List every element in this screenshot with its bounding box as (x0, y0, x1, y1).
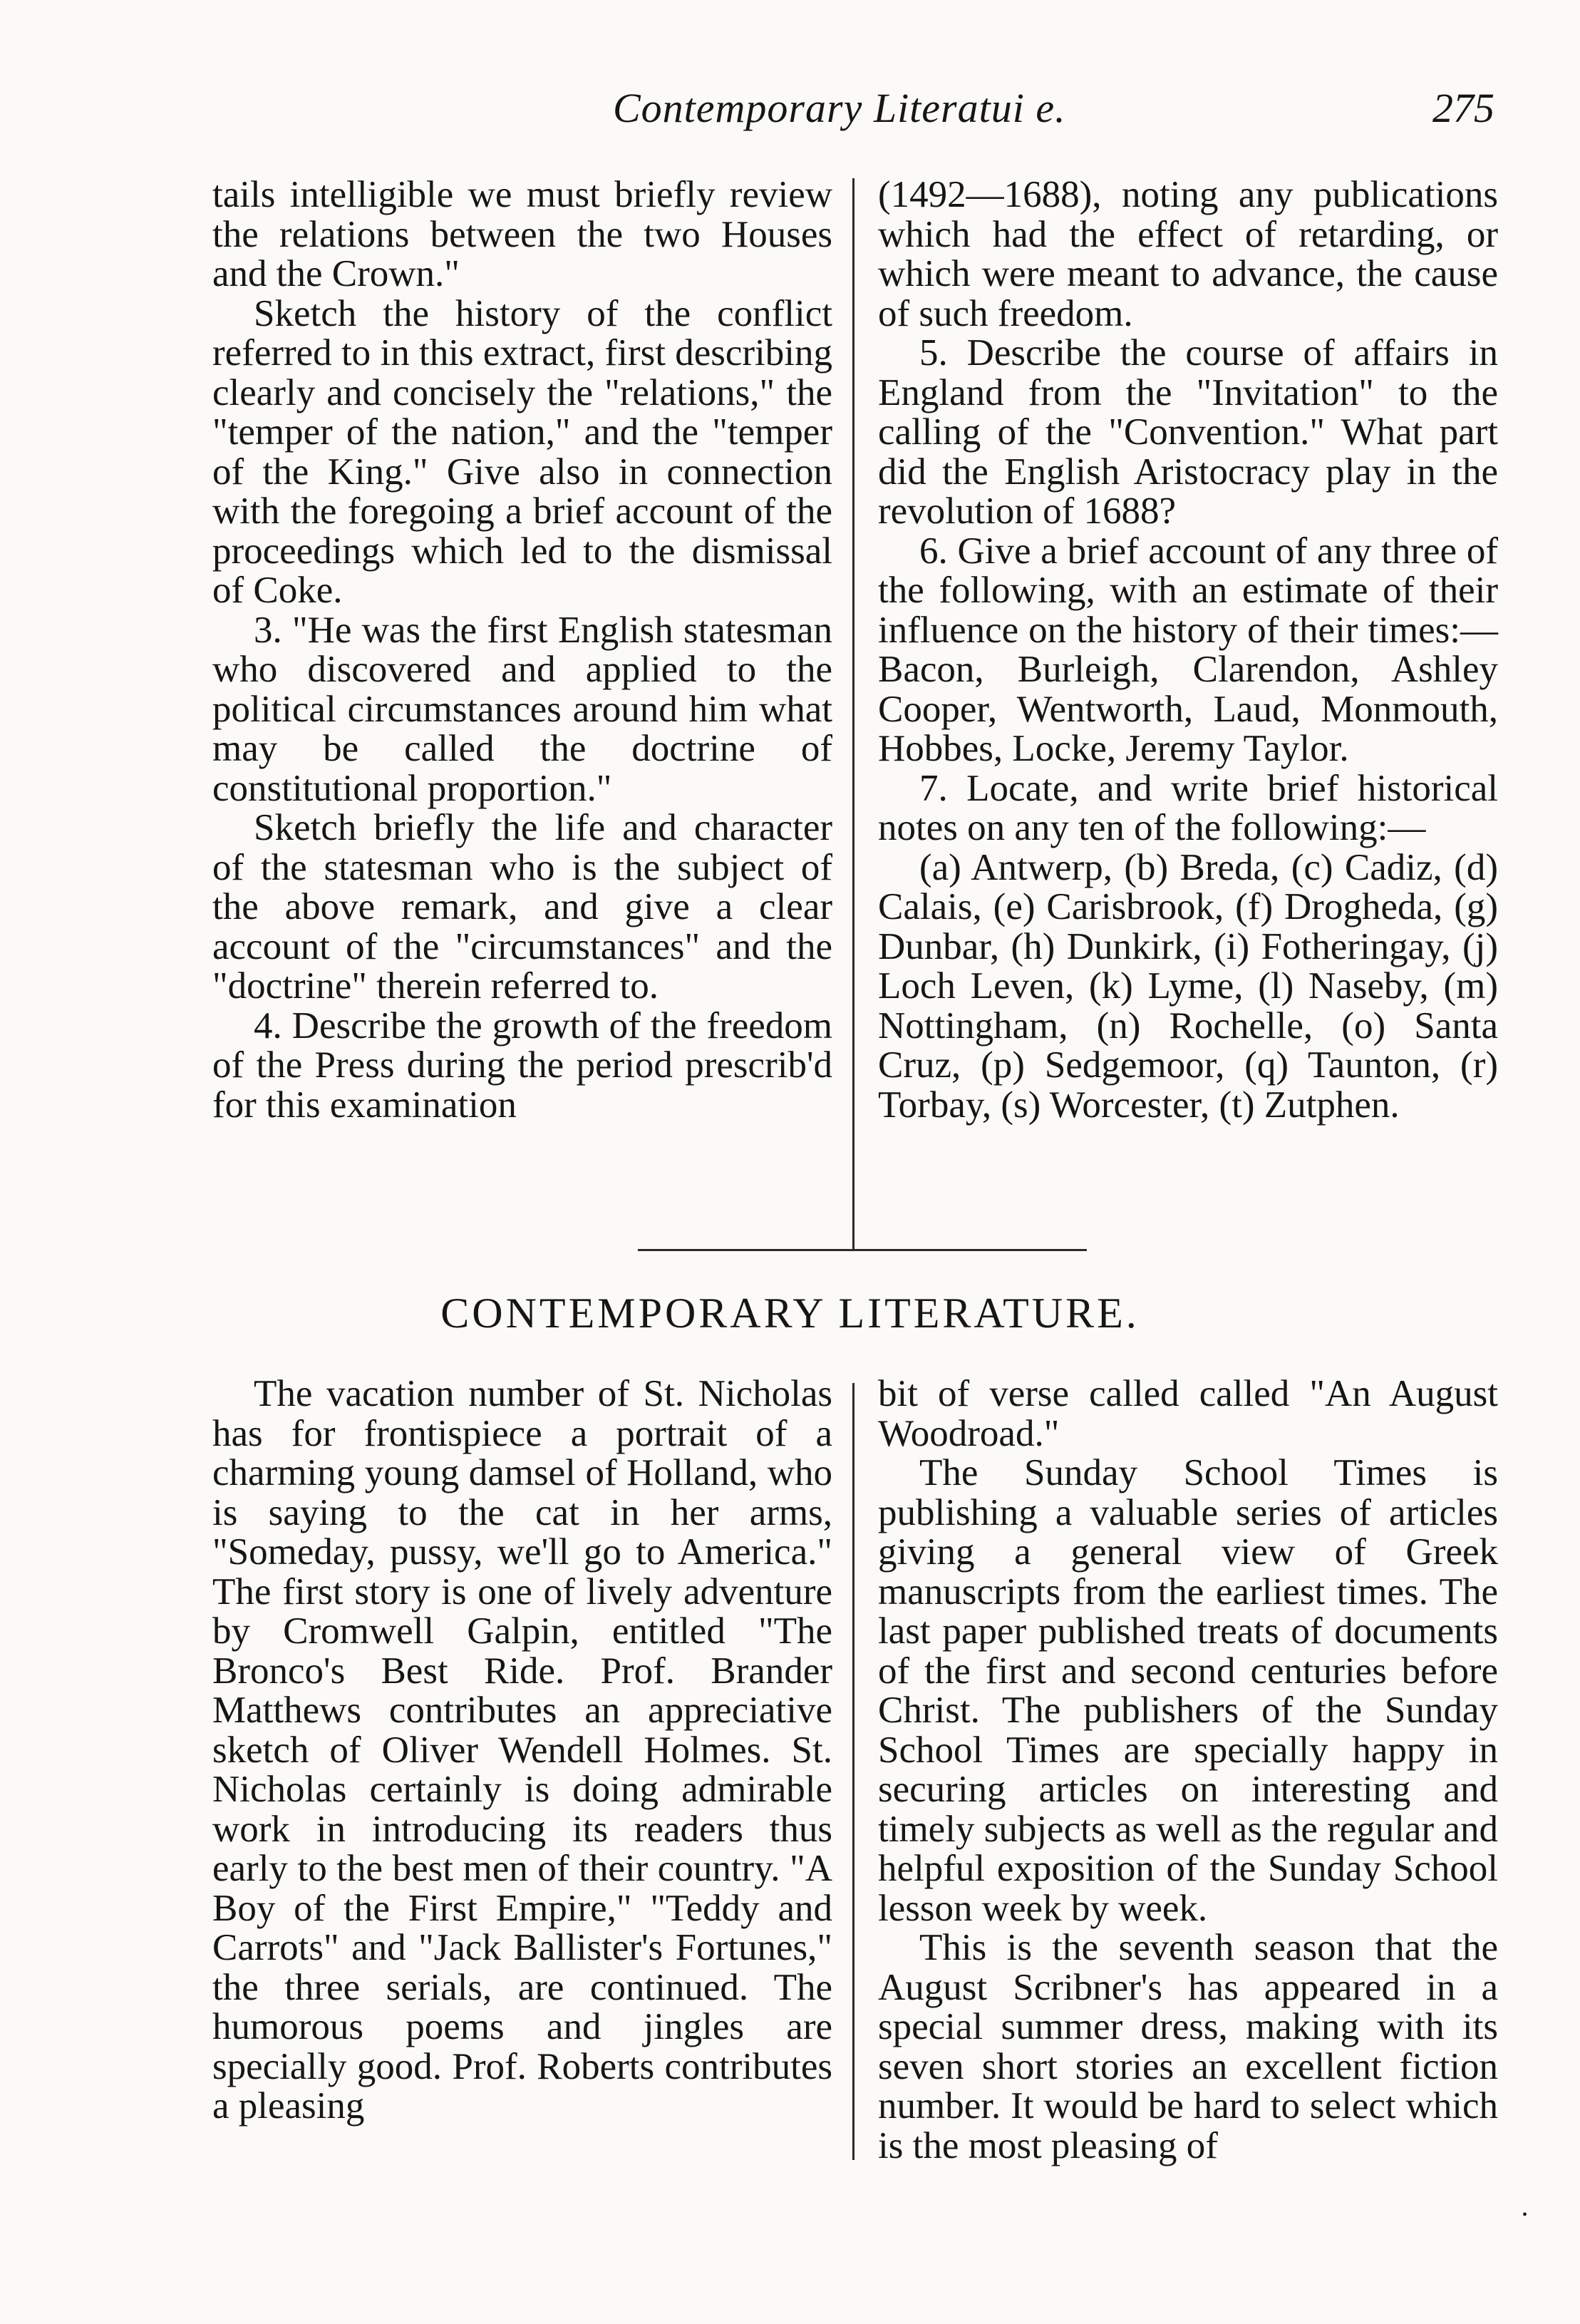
section-divider (638, 1249, 1087, 1251)
running-title: Contemporary Literatui e. (613, 85, 1066, 131)
section-heading: CONTEMPORARY LITERATURE. (440, 1290, 1140, 1337)
column-divider (852, 178, 854, 1251)
paragraph: Sketch the history of the conflict referred to in this extract, first describing clearly and concisely the "relations," the "temper of the nation," and the "temper of the King." Give also in connection with the foregoing a brief account of the proceedings which led to the dismissal of Coke. (212, 292, 832, 611)
question-3: 3. "He was the first English statesman who discovered and applied to the political circumstances around him what may be called the doctrine of constitutional proportion." (212, 609, 832, 809)
paragraph: bit of verse called called "An August Woodroad." (878, 1373, 1498, 1454)
paragraph: (1492—1688), noting any publications which had the effect of retarding, or which were meant to advance, the cause of such freedom. (878, 174, 1498, 334)
paragraph: This is the seventh season that the August Scribner's has appeared in a special summer dress, making with its seven short stories an excellent fiction number. It would be hard to select which is the most pleasing of (878, 1927, 1498, 2166)
bottom-right-column (878, 1374, 1498, 2166)
question-7: 7. Locate, and write brief historical notes on any ten of the following:— (878, 767, 1498, 848)
column-divider (852, 1383, 854, 2160)
page-number: 275 (1432, 85, 1494, 131)
page-header (0, 84, 1580, 148)
place-list: (a) Antwerp, (b) Breda, (c) Cadiz, (d) Calais, (e) Carisbrook, (f) Drogheda, (g) Dunbar, (h) Dunkirk, (i) Fotheringay, (j) Loch Leven, (k) Lyme, (l) Naseby, (m) Nottingham, (n) Rochelle, (o) Santa Cruz, (p) Sedgemoor, (q) Taunton, (r) Torbay, (s) Worcester, (t) Zutphen. (878, 846, 1498, 1126)
paragraph: The Sunday School Times is publishing a valuable series of articles giving a general view of Greek manuscripts from the earliest times. The last paper published treats of documents of the first and second centuries before Christ. The publishers of the Sunday School Times are specially happy in securing articles on interesting and timely subjects as well as the regular and helpful exposition of the Sunday School lesson week by week. (878, 1452, 1498, 1929)
paragraph: The vacation number of St. Nicholas has for frontispiece a portrait of a charming young damsel of Holland, who is saying to the cat in her arms, "Someday, pussy, we'll go to America." The first story is one of lively adventure by Cromwell Galpin, entitled "The Bronco's Best Ride. Prof. Brander Matthews contributes an appreciative sketch of Oliver Wendell Holmes. St. Nicholas certainly is doing admirable work in introducing its readers thus early to the best men of their country. "A Boy of the First Empire," "Teddy and Carrots" and "Jack Ballister's Fortunes," the three serials, are continued. The humorous poems and jingles are specially good. Prof. Roberts contributes a pleasing (212, 1373, 832, 2127)
top-left-column (212, 175, 832, 1125)
paragraph: Sketch briefly the life and character of the statesman who is the subject of the above remark, and give a clear account of the "circumstances" and the "doctrine" therein referred to. (212, 807, 832, 1007)
question-5: 5. Describe the course of affairs in England from the "Invitation" to the calling of the "Convention." What part did the English Aristocracy play in the revolution of 1688? (878, 332, 1498, 532)
question-4: 4. Describe the growth of the freedom of the Press during the period prescrib'd for this examination (212, 1004, 832, 1126)
bottom-left-column (212, 1374, 832, 2127)
ink-speck: • (1522, 2207, 1528, 2223)
question-6: 6. Give a brief account of any three of the following, with an estimate of their influence on the history of their times:—Bacon, Burleigh, Clarendon, Ashley Cooper, Wentworth, Laud, Monmouth, Hobbes, Locke, Jeremy Taylor. (878, 530, 1498, 769)
paragraph: tails intelligible we must briefly review the relations between the two Houses and the Crown." (212, 174, 832, 294)
top-right-column (878, 175, 1498, 1125)
